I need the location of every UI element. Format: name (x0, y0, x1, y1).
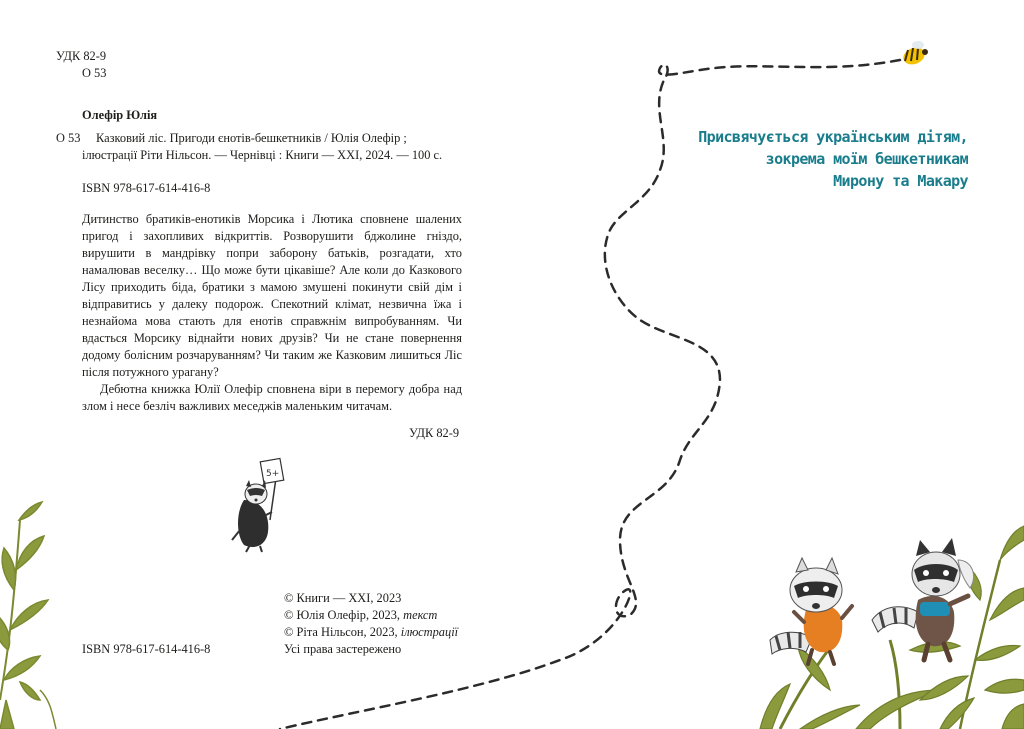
author-sign: О 53 (56, 131, 81, 145)
isbn: ISBN 978-617-614-416-8 (82, 181, 211, 195)
dedication-line-3: Мирону та Макару (833, 172, 968, 190)
dedication (698, 126, 968, 192)
annotation-paragraph-2: Дебютна книжка Юлії Олефір сповнена віри в перемогу добра над злом і несе безліч важливих меседжів маленьким читачам. (82, 382, 462, 413)
bibliographic-line-1: Казковий ліс. Пригоди єнотів-бешкетників / Юлія Олефір ; (96, 131, 407, 145)
copyright-author-role: текст (403, 608, 438, 622)
raccoon-with-sign-illustration (232, 458, 284, 552)
isbn-bottom: ISBN 978-617-614-416-8 (82, 642, 211, 656)
copyright-publisher: © Книги — ХХІ, 2023 (284, 591, 402, 605)
right-page (512, 0, 1024, 729)
copyright-illustrator-text: © Ріта Нільсон, 2023, (284, 625, 398, 639)
age-badge: 5+ (266, 469, 280, 479)
rights-reserved: Усі права застережено (284, 642, 402, 656)
author-name: Олефір Юлія (82, 108, 158, 122)
udk-top: УДК 82-9 (56, 49, 107, 63)
dedication-line-2: зокрема моїм бешкетникам (765, 150, 968, 168)
leaf-branch-illustration (0, 502, 56, 729)
copyright-author-text: © Юлія Олефір, 2023, (284, 608, 401, 622)
udk-bottom: УДК 82-9 (409, 426, 460, 440)
copyright-illustrator-role: ілюстрації (400, 625, 459, 639)
author-sign-top: О 53 (82, 66, 107, 80)
annotation-paragraph-1: Дитинство братиків-енотиків Морсика і Лютика сповнене шалених пригод і захопливих відкриттів. Розворушити бджолине гніздо, вирушити в мандрівку попри заборону батьків, розгадати, хто намалював веселку… Що може бути цікавіше? Але коли до Казкового Лісу приходить біда, братики з мамою змушені покинути свій дім і відправитись у далеку подорож. Спекотний клімат, незвична їжа і незнайома мова стають для енотів справжнім випробуванням. Чи вдасться Морсику віднайти нових друзів? Чи не стане повернення додому болісним розчаруванням? Чи таким же Казковим лишиться Ліс після потужного урагану? (82, 212, 462, 379)
bibliographic-line-2: ілюстрації Ріти Нільсон. — Чернівці : Книги — ХХІ, 2024. — 100 с. (82, 148, 443, 162)
dedication-line-1: Присвячується українським дітям, (698, 128, 968, 146)
